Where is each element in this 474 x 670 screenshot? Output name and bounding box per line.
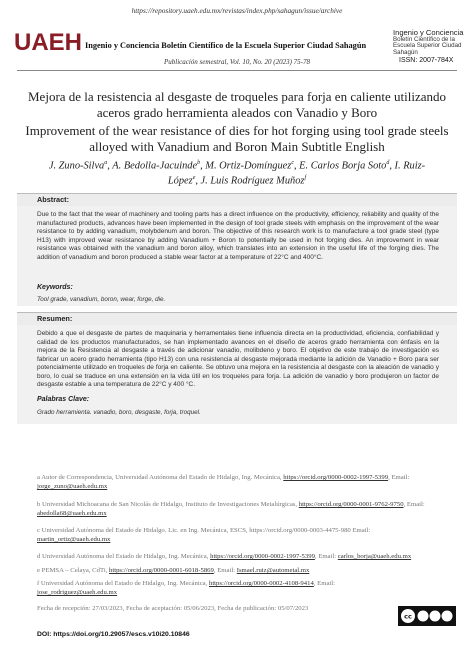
email-label: , Email: xyxy=(213,567,236,574)
footnote-d xyxy=(37,552,437,561)
orcid-link[interactable]: https://orcid.org/0000-0002-4108-9414 xyxy=(208,580,314,587)
orcid-link[interactable]: https://orcid.org/0000-0001-9762-9750 xyxy=(298,501,404,508)
cc-license-badge[interactable] xyxy=(398,606,456,626)
author-name: , I. Ruiz- xyxy=(389,160,426,172)
footnote-affiliation: f Universidad Autónoma del Estado de Hidalgo, Ing. Mecánica, xyxy=(37,580,208,587)
author-name: , E. Carlos Borja Soto xyxy=(293,160,387,172)
affil-mark: e xyxy=(192,175,196,182)
author-name: , M. Ortiz-Domínguez xyxy=(200,160,292,172)
email-label: , Email: xyxy=(388,474,410,481)
resumen-heading: Resumen: xyxy=(37,314,73,323)
footnote-f xyxy=(37,579,437,597)
footnote-affiliation: b Universidad Michoacana de San Nicolás de Hidalgo, Instituto de Investigaciones Metalúrgicas, xyxy=(37,501,298,508)
footnote-e xyxy=(37,566,437,575)
author-list xyxy=(20,157,454,188)
resumen-box xyxy=(17,325,457,424)
title-english: Improvement of the wear resistance of dies for hot forging using tool grade steels alloyed with Vanadium and Boron Main Subtitle English xyxy=(25,123,449,154)
email-link[interactable]: martin_ortiz@uaeh.edu.mx xyxy=(37,536,111,543)
footnote-affiliation: c Universidad Autónoma del Estado de Hidalgo. Lic. en Ing. Mecánica, ESCS, https://orcid.org/0000-0003-4475-980 xyxy=(37,527,351,534)
affil-mark: b xyxy=(197,160,201,166)
email-label: , Email: xyxy=(314,553,337,560)
issn: ISSN: 2007-784X xyxy=(399,57,454,64)
doi-link[interactable]: DOI: https://doi.org/10.29057/escs.v10i20.10846 xyxy=(37,631,190,638)
logo-left-text: UAEH xyxy=(14,29,83,56)
journal-logo-line1: Ingenio y Conciencia xyxy=(393,28,464,37)
email-label: , Email: xyxy=(313,580,335,587)
affil-mark: f xyxy=(304,175,307,182)
header-divider xyxy=(17,70,457,71)
abstract-heading: Abstract: xyxy=(37,195,70,204)
publication-info: Publicación semestral, Vol. 10, No. 20 (2023) 75-78 xyxy=(163,58,310,66)
author-name: , J. Luis Rodríguez Muñoz xyxy=(195,175,305,187)
journal-url[interactable]: https://repository.uaeh.edu.mx/revistas/index.php/sahagun/issue/archive xyxy=(131,6,343,15)
email-label: , Email: xyxy=(403,501,425,508)
keywords-list: Tool grade, vanadium, boron, wear, forge, die. xyxy=(37,296,166,303)
resumen-text: Debido a que el desgaste de partes de maquinaria y herramentales tiene influencia directa en la productividad, eficiencia, confiabilidad y calidad de los productos manufacturados, se han implementado avances en el diseño de aceros grado herramienta con énfasis en la mejora de la Resistencia al desgaste a través de adicionar vanadio, molibdeno y boro. El objetivo de este trabajo de investigación es fabricar un acero grado herramienta (tipo H13) con una resistencia al desgaste mejorada mediante la adición de Vanadio + Boro para ser potencialmente utilizado en troqueles de forja en caliente. Se obtuvo una mejora en la resistencia al desgaste con la aleación de vanadio y boro, lo cual se traduce en una extensión en la vida útil en los troqueles para forja. La adición de vanadio y boro produjeron un factor de desgaste estable a una temperatura de 22°C y 400 °C. xyxy=(37,330,439,389)
footnote-a xyxy=(37,473,437,491)
footnote-affiliation: d Universidad Autónoma del Estado de Hidalgo, Ing. Mecánica, xyxy=(37,553,209,560)
palabras-clave-list: Grado herramienta. vanadio, boro, desgaste, forja, troquel. xyxy=(37,409,201,416)
svg-text:cc: cc xyxy=(404,612,412,621)
email-link[interactable]: jose_rodriguez@uaeh.edu.mx xyxy=(37,589,118,596)
journal-logo-line3: Escuela Superior Ciudad Sahagún xyxy=(393,42,462,56)
email-link[interactable]: Ismael.ruiz@autometal.mx xyxy=(236,567,310,574)
publication-dates: Fecha de recepción: 27/03/2023, Fecha de aceptación: 05/06/2023, Fecha de publicación: 05/07/2023 xyxy=(37,605,309,612)
footnote-affiliation: e PEMSA – Celaya, CdTi, xyxy=(37,567,108,574)
nc-icon xyxy=(430,611,441,622)
journal-title: Ingenio y Conciencia Boletín Científico de la Escuela Superior Ciudad Sahagún xyxy=(85,41,367,50)
abstract-box xyxy=(17,206,457,306)
author-name: López xyxy=(167,175,193,187)
nd-icon xyxy=(442,611,453,622)
email-link[interactable]: carlos_borja@uaeh.edu.mx xyxy=(337,553,412,560)
palabras-clave-label: Palabras Clave: xyxy=(37,396,90,403)
resumen-heading-bar xyxy=(17,312,457,326)
footnote-affiliation: a Autor de Correspondencia, Universidad Autónoma del Estado de Hidalgo, Ing. Mecánica, xyxy=(37,474,282,481)
uaeh-logo xyxy=(14,26,83,56)
affil-mark: c xyxy=(291,160,294,166)
author-name: J. Zuno-Silva xyxy=(48,160,105,172)
title-spanish: Mejora de la resistencia al desgaste de troqueles para forja en caliente utilizando aceros grado herramienta aleados con Vanadio y Boro xyxy=(28,89,446,120)
email-label: Email: xyxy=(352,527,371,534)
affil-mark: a xyxy=(104,160,108,166)
by-icon xyxy=(418,611,429,622)
orcid-link[interactable]: https://orcid.org/0000-0001-6018-5869 xyxy=(109,567,214,574)
journal-logo-line2: Boletín Científico de la xyxy=(393,35,455,43)
footnote-b xyxy=(37,500,437,518)
affil-mark: d xyxy=(386,160,390,166)
abstract-text: Due to the fact that the wear of machinery and tooling parts has a direct influence on the productivity, efficiency, reliability and quality of the manufactured products, advances have been implemented in the design of tool grade steels with emphasis on the improvement of the wear resistance to by adding vanadium, molybdenum and boron. The objective of this research work is to manufacture a tool grade steel (type H13) with improved wear resistance by adding Vanadium + Boron to potentially be used in hot forging dies. An improvement in wear resistance was obtained with the vanadium and boron alloy, which translates into an extension in the useful life of the forging dies. The addition of vanadium and boron produced a stable wear factor at a temperature of 22°C and 400°C. xyxy=(37,211,439,261)
author-name: , A. Bedolla-Jacuinde xyxy=(107,160,198,172)
footnote-c xyxy=(37,526,437,544)
keywords-label: Keywords: xyxy=(37,284,73,291)
journal-logo xyxy=(393,28,473,58)
email-link[interactable]: abedolla68@uaeh.edu.mx xyxy=(37,510,107,517)
abstract-heading-bar xyxy=(17,193,457,207)
orcid-link[interactable]: https://orcid.org/0000-0002-1997-5399 xyxy=(210,553,315,560)
orcid-link[interactable]: https://orcid.org/0000-0002-1997-5399 xyxy=(283,474,389,481)
email-link[interactable]: jorge_zuno@uaeh.edu.mx xyxy=(37,483,108,490)
